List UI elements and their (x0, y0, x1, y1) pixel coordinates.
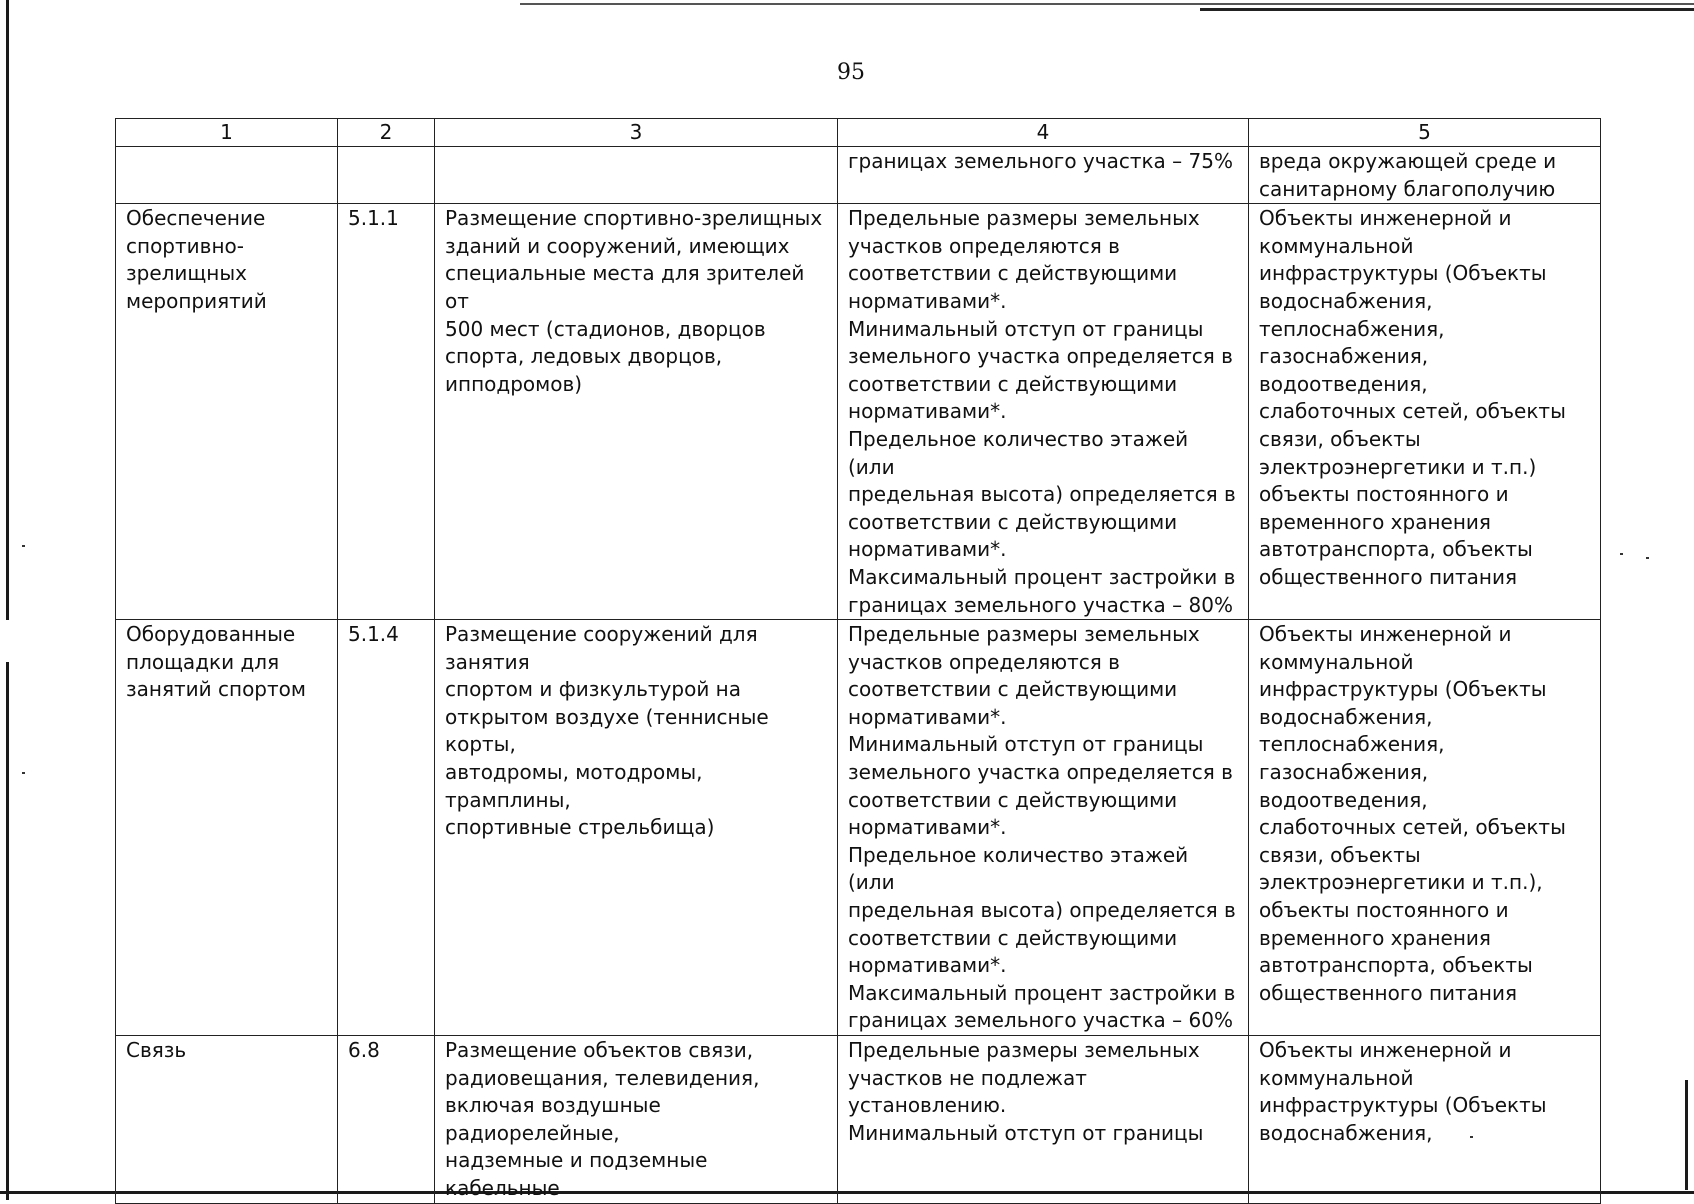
cell-description (435, 147, 838, 204)
cell-auxiliary: вреда окружающей среде и санитарному благополучию (1249, 147, 1601, 204)
scan-speck (22, 772, 25, 774)
cell-name: Оборудованные площадки для занятий спортом (116, 620, 338, 1036)
column-header-1: 1 (116, 119, 338, 147)
scan-speck (22, 545, 25, 547)
column-header-5: 5 (1249, 119, 1601, 147)
cell-auxiliary: Объекты инженерной и коммунальной инфраструктуры (Объекты водоснабжения, теплоснабжения, газоснабжения, водоотведения, слаботочных сетей, объекты связи, объекты электроэнергетики и т.п.) объекты постоянного и временного хранения автотранспорта, объекты общественного питания (1249, 204, 1601, 620)
cell-name: Обеспечение спортивно- зрелищных мероприятий (116, 204, 338, 620)
land-use-table (115, 118, 1601, 1204)
cell-auxiliary: Объекты инженерной и коммунальной инфраструктуры (Объекты водоснабжения, (1249, 1036, 1601, 1204)
cell-description: Размещение сооружений для занятия спортом и физкультурой на открытом воздухе (теннисные корты, автодромы, мотодромы, трамплины, спортивные стрельбища) (435, 620, 838, 1036)
scan-speck (1646, 557, 1649, 559)
cell-parameters: Предельные размеры земельных участков не подлежат установлению. Минимальный отступ от границы (838, 1036, 1249, 1204)
column-header-4: 4 (838, 119, 1249, 147)
cell-auxiliary: Объекты инженерной и коммунальной инфраструктуры (Объекты водоснабжения, теплоснабжения, газоснабжения, водоотведения, слаботочных сетей, объекты связи, объекты электроэнергетики и т.п.), объекты постоянного и временного хранения автотранспорта, объекты общественного питания (1249, 620, 1601, 1036)
cell-code: 6.8 (338, 1036, 435, 1204)
table-row (116, 1036, 1601, 1204)
cell-name: Связь (116, 1036, 338, 1204)
cell-code: 5.1.4 (338, 620, 435, 1036)
table-row-continuation (116, 147, 1601, 204)
table-header-row (116, 119, 1601, 147)
table-row (116, 204, 1601, 620)
cell-parameters: Предельные размеры земельных участков определяются в соответствии с действующими нормативами*. Минимальный отступ от границы земельного участка определяется в соответствии с действующими нормативами*. Предельное количество этажей (или предельная высота) определяется в соответствии с действующими нормативами*. Максимальный процент застройки в границах земельного участка – 60% (838, 620, 1249, 1036)
scan-border-right (1685, 1080, 1688, 1190)
table-row (116, 620, 1601, 1036)
page-number: 95 (837, 60, 865, 85)
cell-name (116, 147, 338, 204)
column-header-2: 2 (338, 119, 435, 147)
cell-parameters: границах земельного участка – 75% (838, 147, 1249, 204)
scan-border-top (520, 3, 1694, 5)
column-header-3: 3 (435, 119, 838, 147)
cell-code: 5.1.1 (338, 204, 435, 620)
cell-code (338, 147, 435, 204)
scan-border-left-lower (6, 662, 9, 1200)
scan-border-top-right (1200, 8, 1694, 11)
scan-border-left (6, 0, 9, 620)
cell-description: Размещение объектов связи, радиовещания, телевидения, включая воздушные радиорелейные, надземные и подземные кабельные (435, 1036, 838, 1204)
cell-parameters: Предельные размеры земельных участков определяются в соответствии с действующими нормативами*. Минимальный отступ от границы земельного участка определяется в соответствии с действующими нормативами*. Предельное количество этажей (или предельная высота) определяется в соответствии с действующими нормативами*. Максимальный процент застройки в границах земельного участка – 80% (838, 204, 1249, 620)
cell-description: Размещение спортивно-зрелищных зданий и сооружений, имеющих специальные места для зрителей от 500 мест (стадионов, дворцов спорта, ледовых дворцов, ипподромов) (435, 204, 838, 620)
scan-speck (1620, 553, 1623, 555)
